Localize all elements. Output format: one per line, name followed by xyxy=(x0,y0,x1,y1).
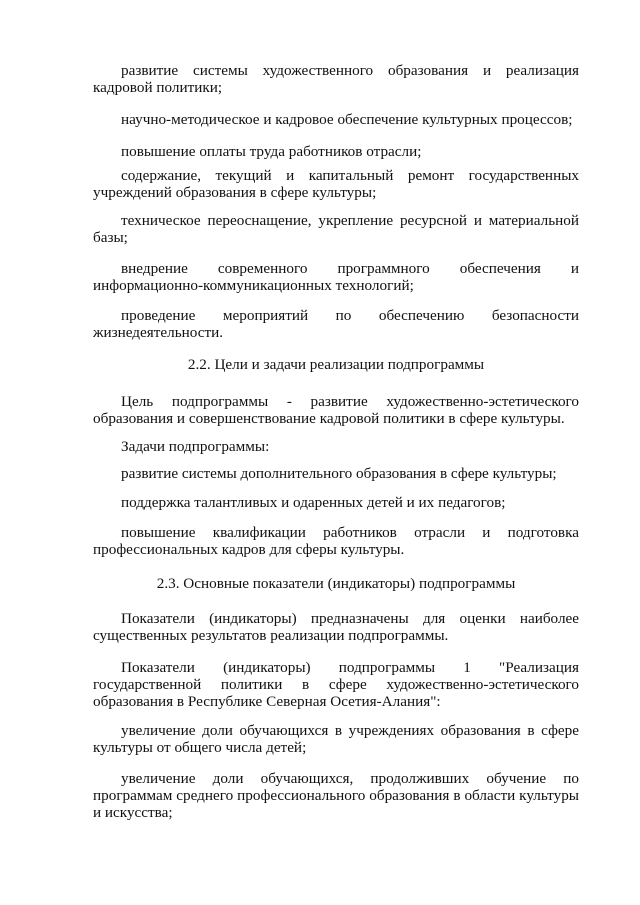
paragraph: внедрение современного программного обеспечения и информационно-коммуникационных технологий; xyxy=(93,260,579,294)
paragraph-block xyxy=(93,111,579,128)
paragraph: поддержка талантливых и одаренных детей и их педагогов; xyxy=(121,494,506,511)
paragraph: развитие системы художественного образования и реализация кадровой политики; xyxy=(93,62,579,96)
paragraph-block xyxy=(93,465,579,482)
paragraph: Задачи подпрограммы: xyxy=(121,438,270,455)
paragraph-block xyxy=(93,62,579,96)
paragraph-block xyxy=(93,494,579,511)
paragraph-block xyxy=(93,770,579,821)
paragraph-block xyxy=(93,393,579,427)
paragraph: проведение мероприятий по обеспечению безопасности жизнедеятельности. xyxy=(93,307,579,341)
paragraph: повышение квалификации работников отрасли и подготовка профессиональных кадров для сферы культуры. xyxy=(93,524,579,558)
paragraph-block xyxy=(93,610,579,644)
paragraph: Показатели (индикаторы) подпрограммы 1 "Реализация государственной политики в сфере художественно-эстетического образования в Республике Северная Осетия-Алания": xyxy=(93,659,579,710)
section-heading: 2.2. Цели и задачи реализации подпрограммы xyxy=(187,356,485,373)
paragraph-block xyxy=(93,438,579,455)
paragraph-block xyxy=(93,722,579,756)
paragraph: содержание, текущий и капитальный ремонт государственных учреждений образования в сфере культуры; xyxy=(93,167,579,201)
paragraph-block xyxy=(93,307,579,341)
paragraph: Цель подпрограммы - развитие художественно-эстетического образования и совершенствование кадровой политики в сфере культуры. xyxy=(93,393,579,427)
paragraph-block xyxy=(93,659,579,710)
paragraph-block xyxy=(93,260,579,294)
paragraph: техническое переоснащение, укрепление ресурсной и материальной базы; xyxy=(93,212,579,246)
paragraph: Показатели (индикаторы) предназначены для оценки наиболее существенных результатов реализации подпрограммы. xyxy=(93,610,579,644)
paragraph: научно-методическое и кадровое обеспечение культурных процессов; xyxy=(121,111,573,128)
paragraph-block xyxy=(93,212,579,246)
paragraph: развитие системы дополнительного образования в сфере культуры; xyxy=(121,465,557,482)
paragraph: увеличение доли обучающихся, продолживших обучение по программам среднего профессионального образования в области культуры и искусства; xyxy=(93,770,579,821)
paragraph: повышение оплаты труда работников отрасли; xyxy=(121,143,422,160)
paragraph-block xyxy=(93,143,579,160)
paragraph-block xyxy=(93,167,579,201)
section-heading: 2.3. Основные показатели (индикаторы) подпрограммы xyxy=(156,575,516,592)
paragraph: увеличение доли обучающихся в учреждениях образования в сфере культуры от общего числа детей; xyxy=(93,722,579,756)
paragraph-block xyxy=(93,524,579,558)
